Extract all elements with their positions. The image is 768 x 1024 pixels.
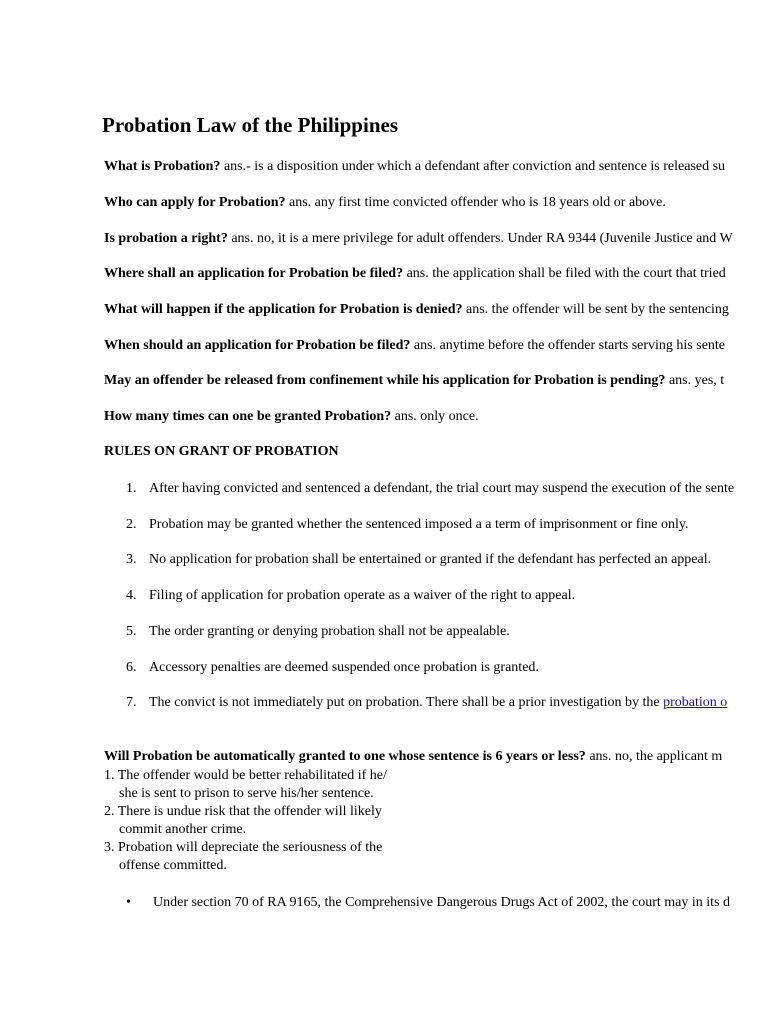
reason-line: 3. Probation will depreciate the seriousness of the: [104, 840, 383, 855]
rule-item: [126, 659, 539, 677]
question: Will Probation be automatically granted to one whose sentence is 6 years or less?: [104, 749, 586, 764]
rule-text: The order granting or denying probation shall not be appealable.: [149, 624, 510, 639]
reason-line-continued: commit another crime.: [119, 822, 247, 837]
rule-text: Accessory penalties are deemed suspended once probation is granted.: [149, 660, 539, 675]
qa-what-is-probation: [104, 158, 725, 176]
answer: ans. the offender will be sent by the sentencing: [462, 302, 729, 317]
rule-number: 6.: [126, 660, 137, 675]
rule-number: 5.: [126, 624, 137, 639]
rule-number: 1.: [126, 481, 137, 496]
rule-item: [126, 694, 727, 712]
reason-line-continued: she is sent to prison to serve his/her sentence.: [119, 786, 374, 801]
qa-who-can-apply: [104, 194, 666, 212]
qa-is-probation-a-right: [104, 230, 733, 248]
rule-number: 4.: [126, 588, 137, 603]
answer: ans. any first time convicted offender who is 18 years old or above.: [285, 195, 666, 210]
rule-number: 7.: [126, 695, 137, 710]
reason-item: [104, 839, 382, 875]
rule-text: Probation may be granted whether the sentenced imposed a a term of imprisonment or fine only.: [149, 517, 689, 532]
qa-how-many-times: [104, 408, 479, 426]
answer: ans. no, it is a mere privilege for adult offenders. Under RA 9344 (Juvenile Justice and W: [227, 231, 733, 246]
rule-text: Filing of application for probation operate as a waiver of the right to appeal.: [149, 588, 576, 603]
reason-line-continued: offense committed.: [119, 858, 227, 873]
question: What will happen if the application for Probation is denied?: [104, 302, 463, 317]
bullet-icon: •: [126, 895, 131, 910]
question: How many times can one be granted Probation?: [104, 409, 392, 424]
answer: ans. no, the applicant m: [585, 749, 723, 764]
reason-item: [104, 767, 387, 803]
qa-when-filed: [104, 337, 725, 355]
page-title: Probation Law of the Philippines: [102, 113, 398, 137]
answer: ans. only once.: [391, 409, 479, 424]
rule-text: The convict is not immediately put on probation. There shall be a prior investigation by the: [149, 695, 664, 710]
qa-if-denied: [104, 301, 729, 319]
qa-released-while-pending: [104, 372, 724, 390]
reason-line: 2. There is undue risk that the offender will likely: [104, 804, 382, 819]
answer: ans. anytime before the offender starts serving his sente: [410, 338, 726, 353]
rule-text: No application for probation shall be entertained or granted if the defendant has perfected an appeal.: [149, 552, 712, 567]
question: Is probation a right?: [104, 231, 228, 246]
qa-automatic-grant: [104, 748, 722, 766]
rule-item: [126, 480, 734, 498]
rule-item: [126, 516, 689, 534]
question: Who can apply for Probation?: [104, 195, 286, 210]
question: When should an application for Probation be filed?: [104, 338, 411, 353]
question: What is Probation?: [104, 159, 221, 174]
rule-item: [126, 623, 510, 641]
reason-line: 1. The offender would be better rehabilitated if he/: [104, 768, 387, 783]
answer: ans. the application shall be filed with the court that tried: [403, 266, 726, 281]
question: May an offender be released from confinement while his application for Probation is pending?: [104, 373, 666, 388]
rule-item: [126, 587, 575, 605]
qa-where-filed: [104, 265, 726, 283]
bullet-item: [126, 894, 730, 912]
answer: ans. yes, t: [665, 373, 725, 388]
rule-number: 2.: [126, 517, 137, 532]
rule-number: 3.: [126, 552, 137, 567]
rules-heading: RULES ON GRANT OF PROBATION: [104, 444, 339, 459]
rule-item: [126, 551, 711, 569]
answer: ans.- is a disposition under which a defendant after conviction and sentence is released su: [220, 159, 726, 174]
probation-officer-link[interactable]: probation o: [663, 695, 728, 710]
question: Where shall an application for Probation be filed?: [104, 266, 404, 281]
reason-item: [104, 803, 382, 839]
rule-text: After having convicted and sentenced a defendant, the trial court may suspend the execution of the sente: [149, 481, 735, 496]
bullet-text: Under section 70 of RA 9165, the Comprehensive Dangerous Drugs Act of 2002, the court may in its d: [153, 895, 731, 910]
